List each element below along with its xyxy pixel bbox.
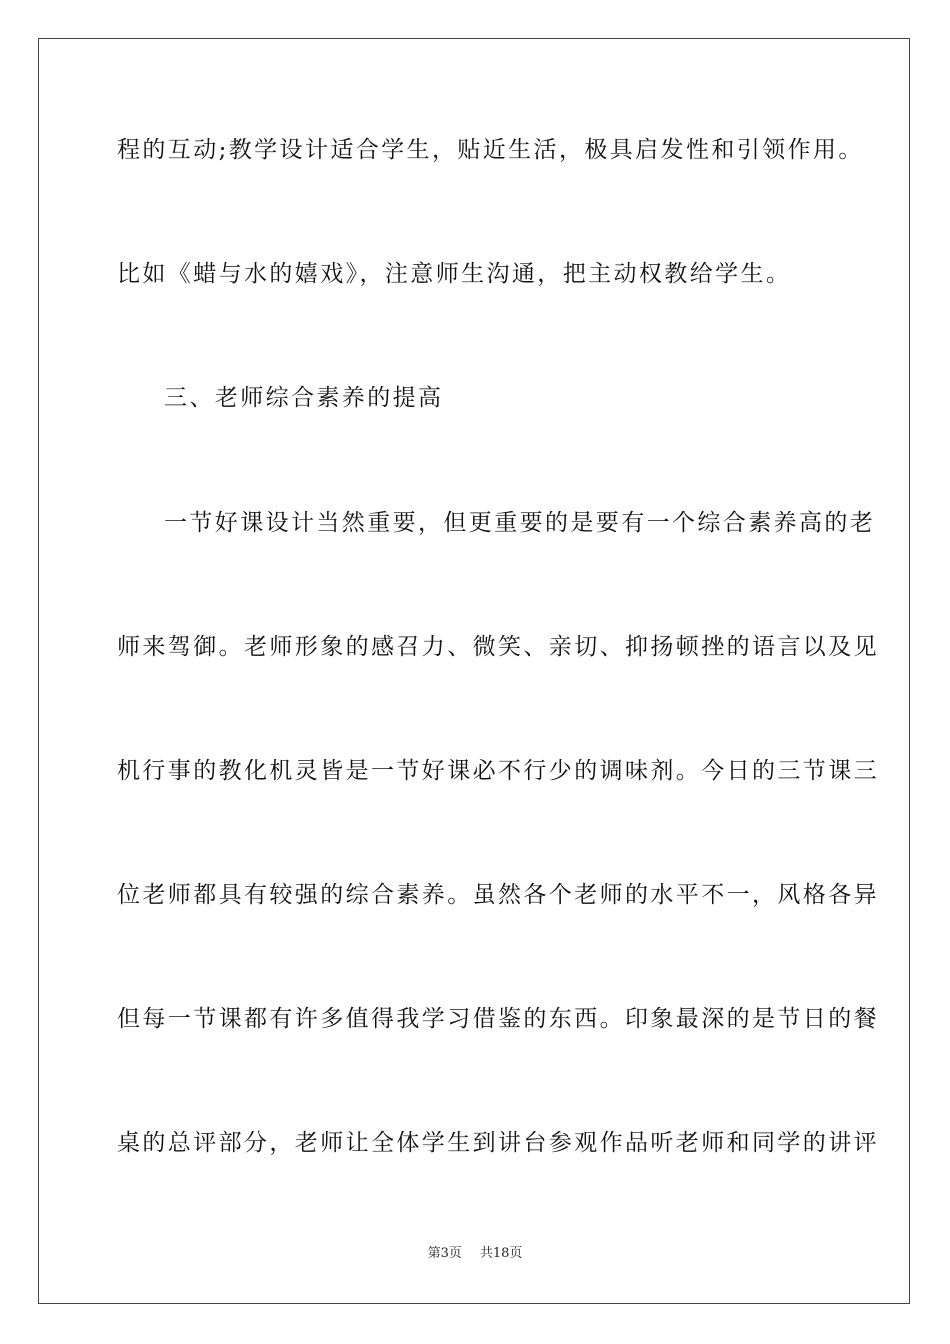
- paragraph-line-8: 桌的总评部分，老师让全体学生到讲台参观作品听老师和同学的讲评: [117, 1130, 879, 1156]
- paragraph-line-1: 程的互动;教学设计适合学生，贴近生活，极具启发性和引领作用。: [117, 137, 864, 163]
- paragraph-line-6: 位老师都具有较强的综合素养。虽然各个老师的水平不一，风格各异: [117, 882, 879, 908]
- paragraph-line-7: 但每一节课都有许多值得我学习借鉴的东西。印象最深的是节日的餐: [117, 1006, 879, 1032]
- section-heading: 三、老师综合素养的提高: [164, 385, 444, 411]
- page-border: [38, 38, 910, 1304]
- paragraph-line-4: 师来驾御。老师形象的感召力、微笑、亲切、抑扬顿挫的语言以及见: [117, 634, 879, 660]
- paragraph-line-3: 一节好课设计当然重要，但更重要的是要有一个综合素养高的老: [164, 510, 876, 536]
- page-number: 第3页: [427, 1246, 462, 1261]
- total-pages: 共18页: [479, 1246, 523, 1261]
- paragraph-line-2: 比如《蜡与水的嬉戏》，注意师生沟通，把主动权教给学生。: [117, 261, 792, 287]
- page-footer: [0, 1246, 950, 1262]
- paragraph-line-5: 机行事的教化机灵皆是一节好课必不行少的调味剂。今日的三节课三: [117, 758, 879, 784]
